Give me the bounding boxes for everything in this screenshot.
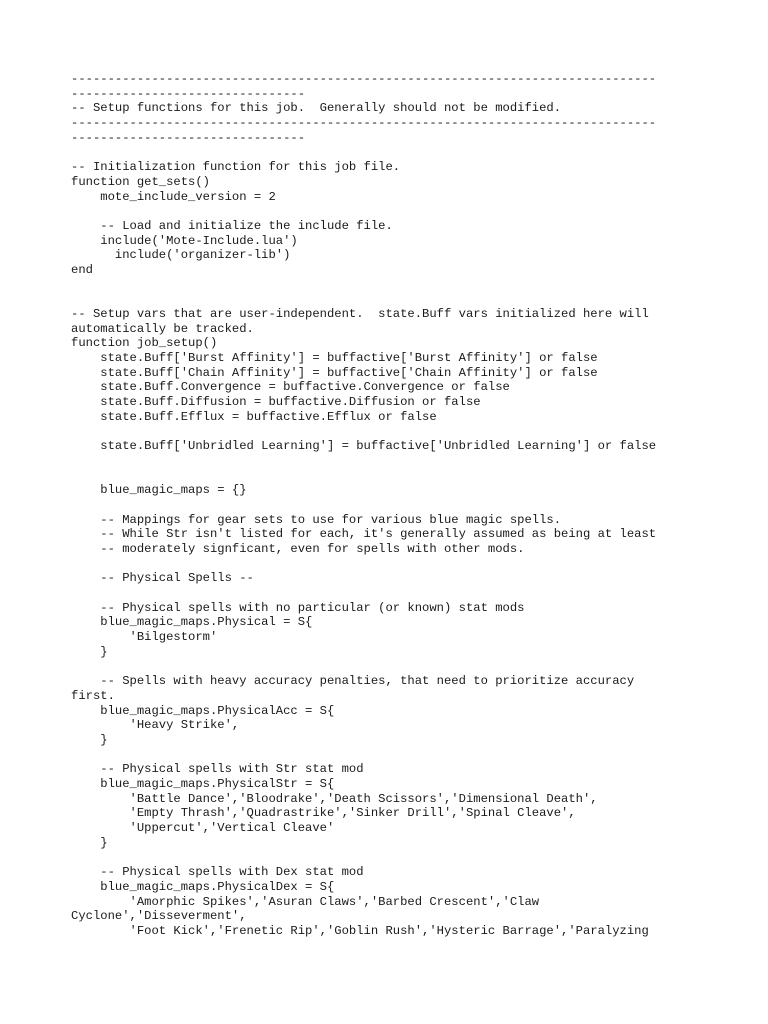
code-line: -- Load and initialize the include file. (71, 218, 393, 233)
code-line (71, 145, 711, 160)
code-line (71, 557, 711, 572)
code-line: 'Amorphic Spikes','Asuran Claws','Barbed Crescent','Claw (71, 894, 540, 909)
code-line (71, 498, 711, 513)
code-line (71, 469, 711, 484)
code-line (71, 748, 711, 763)
code-line (71, 425, 711, 440)
code-line: -- Physical spells with Dex stat mod (71, 865, 364, 880)
code-line: -------------------------------------------------------------------------------- (71, 116, 657, 131)
code-line: } (71, 644, 108, 659)
code-line: 'Uppercut','Vertical Cleave' (71, 821, 335, 836)
code-line: -------------------------------- (71, 86, 306, 101)
code-line: function job_setup() (71, 336, 218, 351)
code-line (71, 204, 711, 219)
code-line: 'Bilgestorm' (71, 630, 218, 645)
code-line: -- Setup functions for this job. Generally should not be modified. (71, 101, 562, 116)
code-line (71, 292, 711, 307)
code-line: -------------------------------- (71, 130, 306, 145)
code-line (71, 454, 711, 469)
code-line: end (71, 262, 93, 277)
code-line (71, 278, 711, 293)
code-line (71, 586, 711, 601)
code-line: state.Buff.Efflux = buffactive.Efflux or false (71, 409, 437, 424)
code-line: -- Initialization function for this job file. (71, 160, 401, 175)
code-line: -------------------------------------------------------------------------------- (71, 72, 657, 86)
code-line: include('organizer-lib') (71, 248, 291, 263)
code-line: function get_sets() (71, 174, 210, 189)
code-line: -- Physical spells with no particular (or known) stat mods (71, 600, 525, 615)
code-line: automatically be tracked. (71, 321, 254, 336)
code-line: 'Foot Kick','Frenetic Rip','Goblin Rush','Hysteric Barrage','Paralyzing (71, 923, 649, 938)
code-line: -- Setup vars that are user-independent. state.Buff vars initialized here will (71, 307, 649, 321)
code-line: mote_include_version = 2 (71, 189, 276, 204)
code-line: 'Empty Thrash','Quadrastrike','Sinker Drill','Spinal Cleave', (71, 806, 576, 821)
code-line: -- Spells with heavy accuracy penalties, that need to prioritize accuracy (71, 674, 635, 689)
code-line (71, 660, 711, 675)
code-line: -- Physical spells with Str stat mod (71, 762, 364, 777)
code-line: blue_magic_maps = {} (71, 483, 247, 498)
code-line: include('Mote-Include.lua') (71, 233, 298, 248)
code-block (71, 72, 711, 939)
code-line: -- Physical Spells -- (71, 571, 254, 586)
code-line: 'Battle Dance','Bloodrake','Death Scissors','Dimensional Death', (71, 791, 598, 806)
code-line: state.Buff['Chain Affinity'] = buffactive['Chain Affinity'] or false (71, 365, 598, 380)
code-line: blue_magic_maps.PhysicalDex = S{ (71, 879, 335, 894)
code-line: state.Buff.Diffusion = buffactive.Diffusion or false (71, 395, 481, 410)
code-line: -- While Str isn't listed for each, it's generally assumed as being at least (71, 527, 657, 542)
code-line: 'Heavy Strike', (71, 718, 240, 733)
code-line (71, 850, 711, 865)
code-line: } (71, 732, 108, 747)
code-line: -- Mappings for gear sets to use for various blue magic spells. (71, 512, 562, 527)
code-line: first. (71, 688, 115, 703)
code-line: state.Buff['Burst Affinity'] = buffactive['Burst Affinity'] or false (71, 351, 598, 366)
code-line: state.Buff['Unbridled Learning'] = buffactive['Unbridled Learning'] or false (71, 439, 657, 454)
code-line: blue_magic_maps.PhysicalStr = S{ (71, 777, 335, 791)
code-line: Cyclone','Disseverment', (71, 909, 247, 924)
code-line: -- moderately signficant, even for spells with other mods. (71, 542, 525, 556)
code-line: blue_magic_maps.PhysicalAcc = S{ (71, 703, 335, 718)
code-line: blue_magic_maps.Physical = S{ (71, 615, 313, 630)
code-line: state.Buff.Convergence = buffactive.Convergence or false (71, 380, 510, 395)
code-line: } (71, 835, 108, 850)
